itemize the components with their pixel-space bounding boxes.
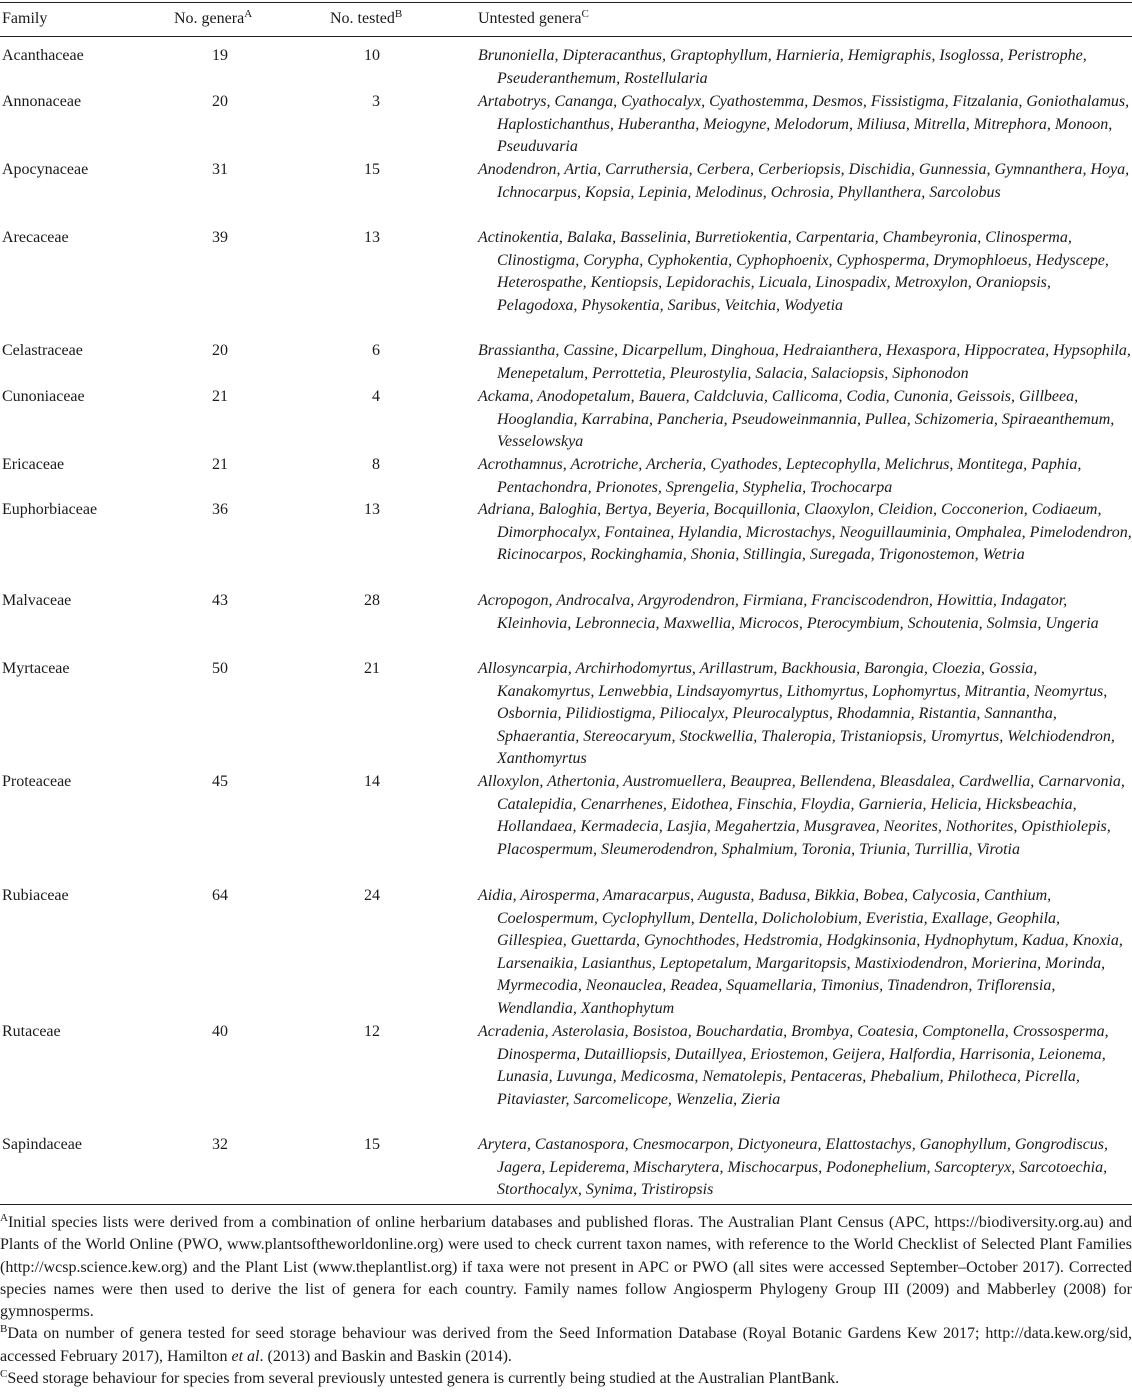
family-cell: Arecaceae bbox=[2, 229, 69, 246]
family-cell: Rutaceae bbox=[2, 1023, 61, 1040]
header-rule bbox=[0, 36, 1132, 37]
untested-genera-cell: Adriana, Baloghia, Bertya, Beyeria, Bocquillonia, Claoxylon, Cleidion, Cocconerion, Codiaeum, Dimorphocalyx, Fontainea, Hylandia, Microstachys, Neoguillauminia, Omphalea, Pimelodendron, Ricinocarpos, Rockinghamia, Shonia, Stillingia, Suregada, Trigonostemon, Wetria bbox=[478, 501, 1132, 564]
family-cell: Ericaceae bbox=[2, 456, 65, 473]
no-tested-cell: 6 bbox=[372, 342, 380, 359]
no-tested-cell: 4 bbox=[372, 388, 380, 405]
untested-genera-cell: Actinokentia, Balaka, Basselinia, Burretiokentia, Carpentaria, Chambeyronia, Clinosperma, Clinostigma, Corypha, Cyphokentia, Cyphophoenix, Cyphosperma, Drymophloeus, Hedyscepe, Heterospathe, Kentiopsis, Lepidorachis, Licuala, Linospadix, Metroxylon, Oraniopsis, Pelagodoxa, Physokentia, Saribus, Veitchia, Wodyetia bbox=[478, 229, 1109, 314]
no-genera-cell: 19 bbox=[212, 47, 228, 64]
untested-genera-cell: Alloxylon, Athertonia, Austromuellera, Beauprea, Bellendena, Bleasdalea, Cardwellia, Carnarvonia, Catalepidia, Cenarrhenes, Eidothea, Finschia, Floydia, Garnieria, Helicia, Hicksbeachia, Hollandaea, Kermadecia, Lasjia, Megahertzia, Musgravea, Neorites, Nothorites, Opisthiolepis, Placospermum, Sleumerodendron, Sphalmium, Toronia, Triunia, Turrillia, Virotia bbox=[478, 773, 1125, 858]
untested-genera-cell: Brunoniella, Dipteracanthus, Graptophyllum, Harnieria, Hemigraphis, Isoglossa, Peristrophe, Pseuderanthemum, Rostellularia bbox=[478, 47, 1087, 87]
no-genera-cell: 43 bbox=[212, 592, 228, 609]
footnote-b-text: Data on number of genera tested for seed storage behaviour was derived from the Seed Information Database (Royal Botanic Gardens Kew 2017; http://data.kew.org/sid, accessed February 2017), Hamilton bbox=[0, 1325, 1132, 1365]
header-untested-label: Untested genera bbox=[478, 10, 582, 27]
footnote-c-text: Seed storage behaviour for species from several previously untested genera is currently being studied at the Australian PlantBank. bbox=[7, 1370, 840, 1388]
footnote-a-text: Initial species lists were derived from a combination of online herbarium databases and published floras. The Australian Plant Census (APC, https://biodiversity.org.au) and Plants of the World Online (PWO, www.plantsoftheworldonline.org) were used to check current taxon names, with reference to the World Checklist of Selected Plant Families (http://wcsp.science.kew.org) and the Plant List (www.theplantlist.org) if taxa were not present in APC or PWO (all sites were accessed September–October 2017). Corrected species names were then used to derive the list of genera for each country. Family names follow Angiosperm Phylogeny Group III (2009) and Mabberley (2008) for gymnosperms. bbox=[0, 1214, 1132, 1321]
family-cell: Sapindaceae bbox=[2, 1136, 82, 1153]
no-tested-cell: 13 bbox=[364, 229, 380, 246]
footnote-c bbox=[0, 1368, 1132, 1390]
header-no-genera-label: No. genera bbox=[174, 10, 245, 27]
no-tested-cell: 15 bbox=[364, 161, 380, 178]
no-genera-cell: 21 bbox=[212, 388, 228, 405]
family-cell: Apocynaceae bbox=[2, 161, 89, 178]
footnote-c-mark: C bbox=[0, 1368, 8, 1381]
untested-genera-cell: Artabotrys, Cananga, Cyathocalyx, Cyathostemma, Desmos, Fissistigma, Fitzalania, Goniothalamus, Haplostichanthus, Huberantha, Meiogyne, Melodorum, Miliusa, Mitrella, Mitrephora, Monoon, Pseuduvaria bbox=[478, 93, 1130, 156]
untested-genera-cell: Acradenia, Asterolasia, Bosistoa, Bouchardatia, Brombya, Coatesia, Comptonella, Crossosperma, Dinosperma, Dutailliopsis, Dutaillyea, Eriostemon, Geijera, Halfordia, Harrisonia, Leionema, Lunasia, Luvunga, Medicosma, Nematolepis, Pentaceras, Phebalium, Philotheca, Picrella, Pitaviaster, Sarcomelicope, Wenzelia, Zieria bbox=[478, 1023, 1109, 1108]
header-no-genera-note: A bbox=[244, 8, 253, 20]
no-tested-cell: 24 bbox=[364, 887, 380, 904]
header-no-tested bbox=[330, 9, 402, 29]
footnote-b-etal: et al bbox=[231, 1347, 260, 1365]
no-tested-cell: 10 bbox=[364, 47, 380, 64]
no-tested-cell: 21 bbox=[364, 660, 380, 677]
no-genera-cell: 64 bbox=[212, 887, 228, 904]
header-family-label: Family bbox=[2, 10, 48, 27]
family-cell: Malvaceae bbox=[2, 592, 72, 609]
header-no-genera bbox=[174, 9, 252, 29]
untested-genera-cell: Aidia, Airosperma, Amaracarpus, Augusta, Badusa, Bikkia, Bobea, Calycosia, Canthium, Coelospermum, Cyclophyllum, Dentella, Dolicholobium, Everistia, Exallage, Geophila, Gillespiea, Guettarda, Gynochthodes, Hedstromia, Hodgkinsonia, Hydnophytum, Kadua, Knoxia, Larsenaikia, Lasianthus, Leptopetalum, Margaritopsis, Mastixiodendron, Morierina, Morinda, Myrmecodia, Neonauclea, Readea, Squamellaria, Timonius, Tinadendron, Triflorensia, Wendlandia, Xanthophytum bbox=[478, 887, 1123, 1017]
footnote-b bbox=[0, 1323, 1132, 1368]
untested-genera-cell: Allosyncarpia, Archirhodomyrtus, Arillastrum, Backhousia, Barongia, Cloezia, Gossia, Kanakomyrtus, Lenwebbia, Lindsayomyrtus, Lithomyrtus, Lophomyrtus, Mitrantia, Neomyrtus, Osbornia, Pilidiostigma, Piliocalyx, Pleurocalyptus, Rhodamnia, Ristantia, Sannantha, Sphaerantia, Stereocaryum, Stockwellia, Thaleropia, Tristaniopsis, Uromyrtus, Welchiodendron, Xanthomyrtus bbox=[478, 660, 1115, 768]
no-genera-cell: 45 bbox=[212, 773, 228, 790]
no-tested-cell: 3 bbox=[372, 93, 380, 110]
header-family bbox=[2, 9, 47, 29]
no-tested-cell: 8 bbox=[372, 456, 380, 473]
family-cell: Rubiaceae bbox=[2, 887, 69, 904]
no-tested-cell: 13 bbox=[364, 501, 380, 518]
no-genera-cell: 31 bbox=[212, 161, 228, 178]
no-genera-cell: 39 bbox=[212, 229, 228, 246]
no-genera-cell: 20 bbox=[212, 93, 228, 110]
untested-genera-cell: Anodendron, Artia, Carruthersia, Cerbera, Cerberiopsis, Dischidia, Gunnessia, Gymnanthera, Hoya, Ichnocarpus, Kopsia, Lepinia, Melodinus, Ochrosia, Phyllanthera, Sarcolobus bbox=[478, 161, 1130, 201]
no-tested-cell: 12 bbox=[364, 1023, 380, 1040]
family-cell: Acanthaceae bbox=[2, 47, 84, 64]
header-no-tested-label: No. tested bbox=[330, 10, 395, 27]
bottom-rule bbox=[0, 1204, 1132, 1205]
family-cell: Cunoniaceae bbox=[2, 388, 85, 405]
footnote-a-mark: A bbox=[0, 1212, 8, 1224]
no-tested-cell: 28 bbox=[364, 592, 380, 609]
family-cell: Euphorbiaceae bbox=[2, 501, 98, 518]
no-genera-cell: 32 bbox=[212, 1136, 228, 1153]
family-cell: Proteaceae bbox=[2, 773, 72, 790]
header-no-tested-note: B bbox=[394, 8, 403, 20]
untested-genera-cell: Arytera, Castanospora, Cnesmocarpon, Dictyoneura, Elattostachys, Ganophyllum, Gongrodiscus, Jagera, Lepiderema, Mischarytera, Mischocarpus, Podonephelium, Sarcopteryx, Sarcotoechia, Storthocalyx, Synima, Tristiropsis bbox=[478, 1136, 1109, 1199]
untested-genera-cell: Brassiantha, Cassine, Dicarpellum, Dinghoua, Hedraianthera, Hexaspora, Hippocratea, Hypsophila, Menepetalum, Perrottetia, Pleurostylia, Salacia, Salaciopsis, Siphonodon bbox=[478, 342, 1131, 382]
untested-genera-cell: Acrothamnus, Acrotriche, Archeria, Cyathodes, Leptecophylla, Melichrus, Montitega, Paphia, Pentachondra, Prionotes, Sprengelia, Styphelia, Trochocarpa bbox=[478, 456, 1082, 496]
no-genera-cell: 50 bbox=[212, 660, 228, 677]
top-rule bbox=[0, 2, 1132, 3]
footnote-b-text-end: . (2013) and Baskin and Baskin (2014). bbox=[259, 1347, 512, 1365]
family-cell: Annonaceae bbox=[2, 93, 82, 110]
header-untested bbox=[478, 9, 589, 29]
family-cell: Celastraceae bbox=[2, 342, 83, 359]
untested-genera-cell: Ackama, Anodopetalum, Bauera, Caldcluvia, Callicoma, Codia, Cunonia, Geissois, Gillbeea, Hooglandia, Karrabina, Pancheria, Pseudoweinmannia, Pullea, Schizomeria, Spiraeanthemum, Vesselowskya bbox=[478, 388, 1115, 451]
table-footnotes bbox=[0, 1212, 1132, 1390]
no-genera-cell: 36 bbox=[212, 501, 228, 518]
untested-genera-cell: Acropogon, Androcalva, Argyrodendron, Firmiana, Franciscodendron, Howittia, Indagator, Kleinhovia, Lebronnecia, Maxwellia, Microcos, Pterocymbium, Schoutenia, Solmsia, Ungeria bbox=[478, 592, 1099, 632]
header-untested-note: C bbox=[581, 8, 589, 20]
no-tested-cell: 15 bbox=[364, 1136, 380, 1153]
footnote-a bbox=[0, 1212, 1132, 1323]
no-genera-cell: 21 bbox=[212, 456, 228, 473]
family-cell: Myrtaceae bbox=[2, 660, 70, 677]
footnote-b-mark: B bbox=[0, 1323, 8, 1336]
no-genera-cell: 40 bbox=[212, 1023, 228, 1040]
no-genera-cell: 20 bbox=[212, 342, 228, 359]
no-tested-cell: 14 bbox=[364, 773, 380, 790]
